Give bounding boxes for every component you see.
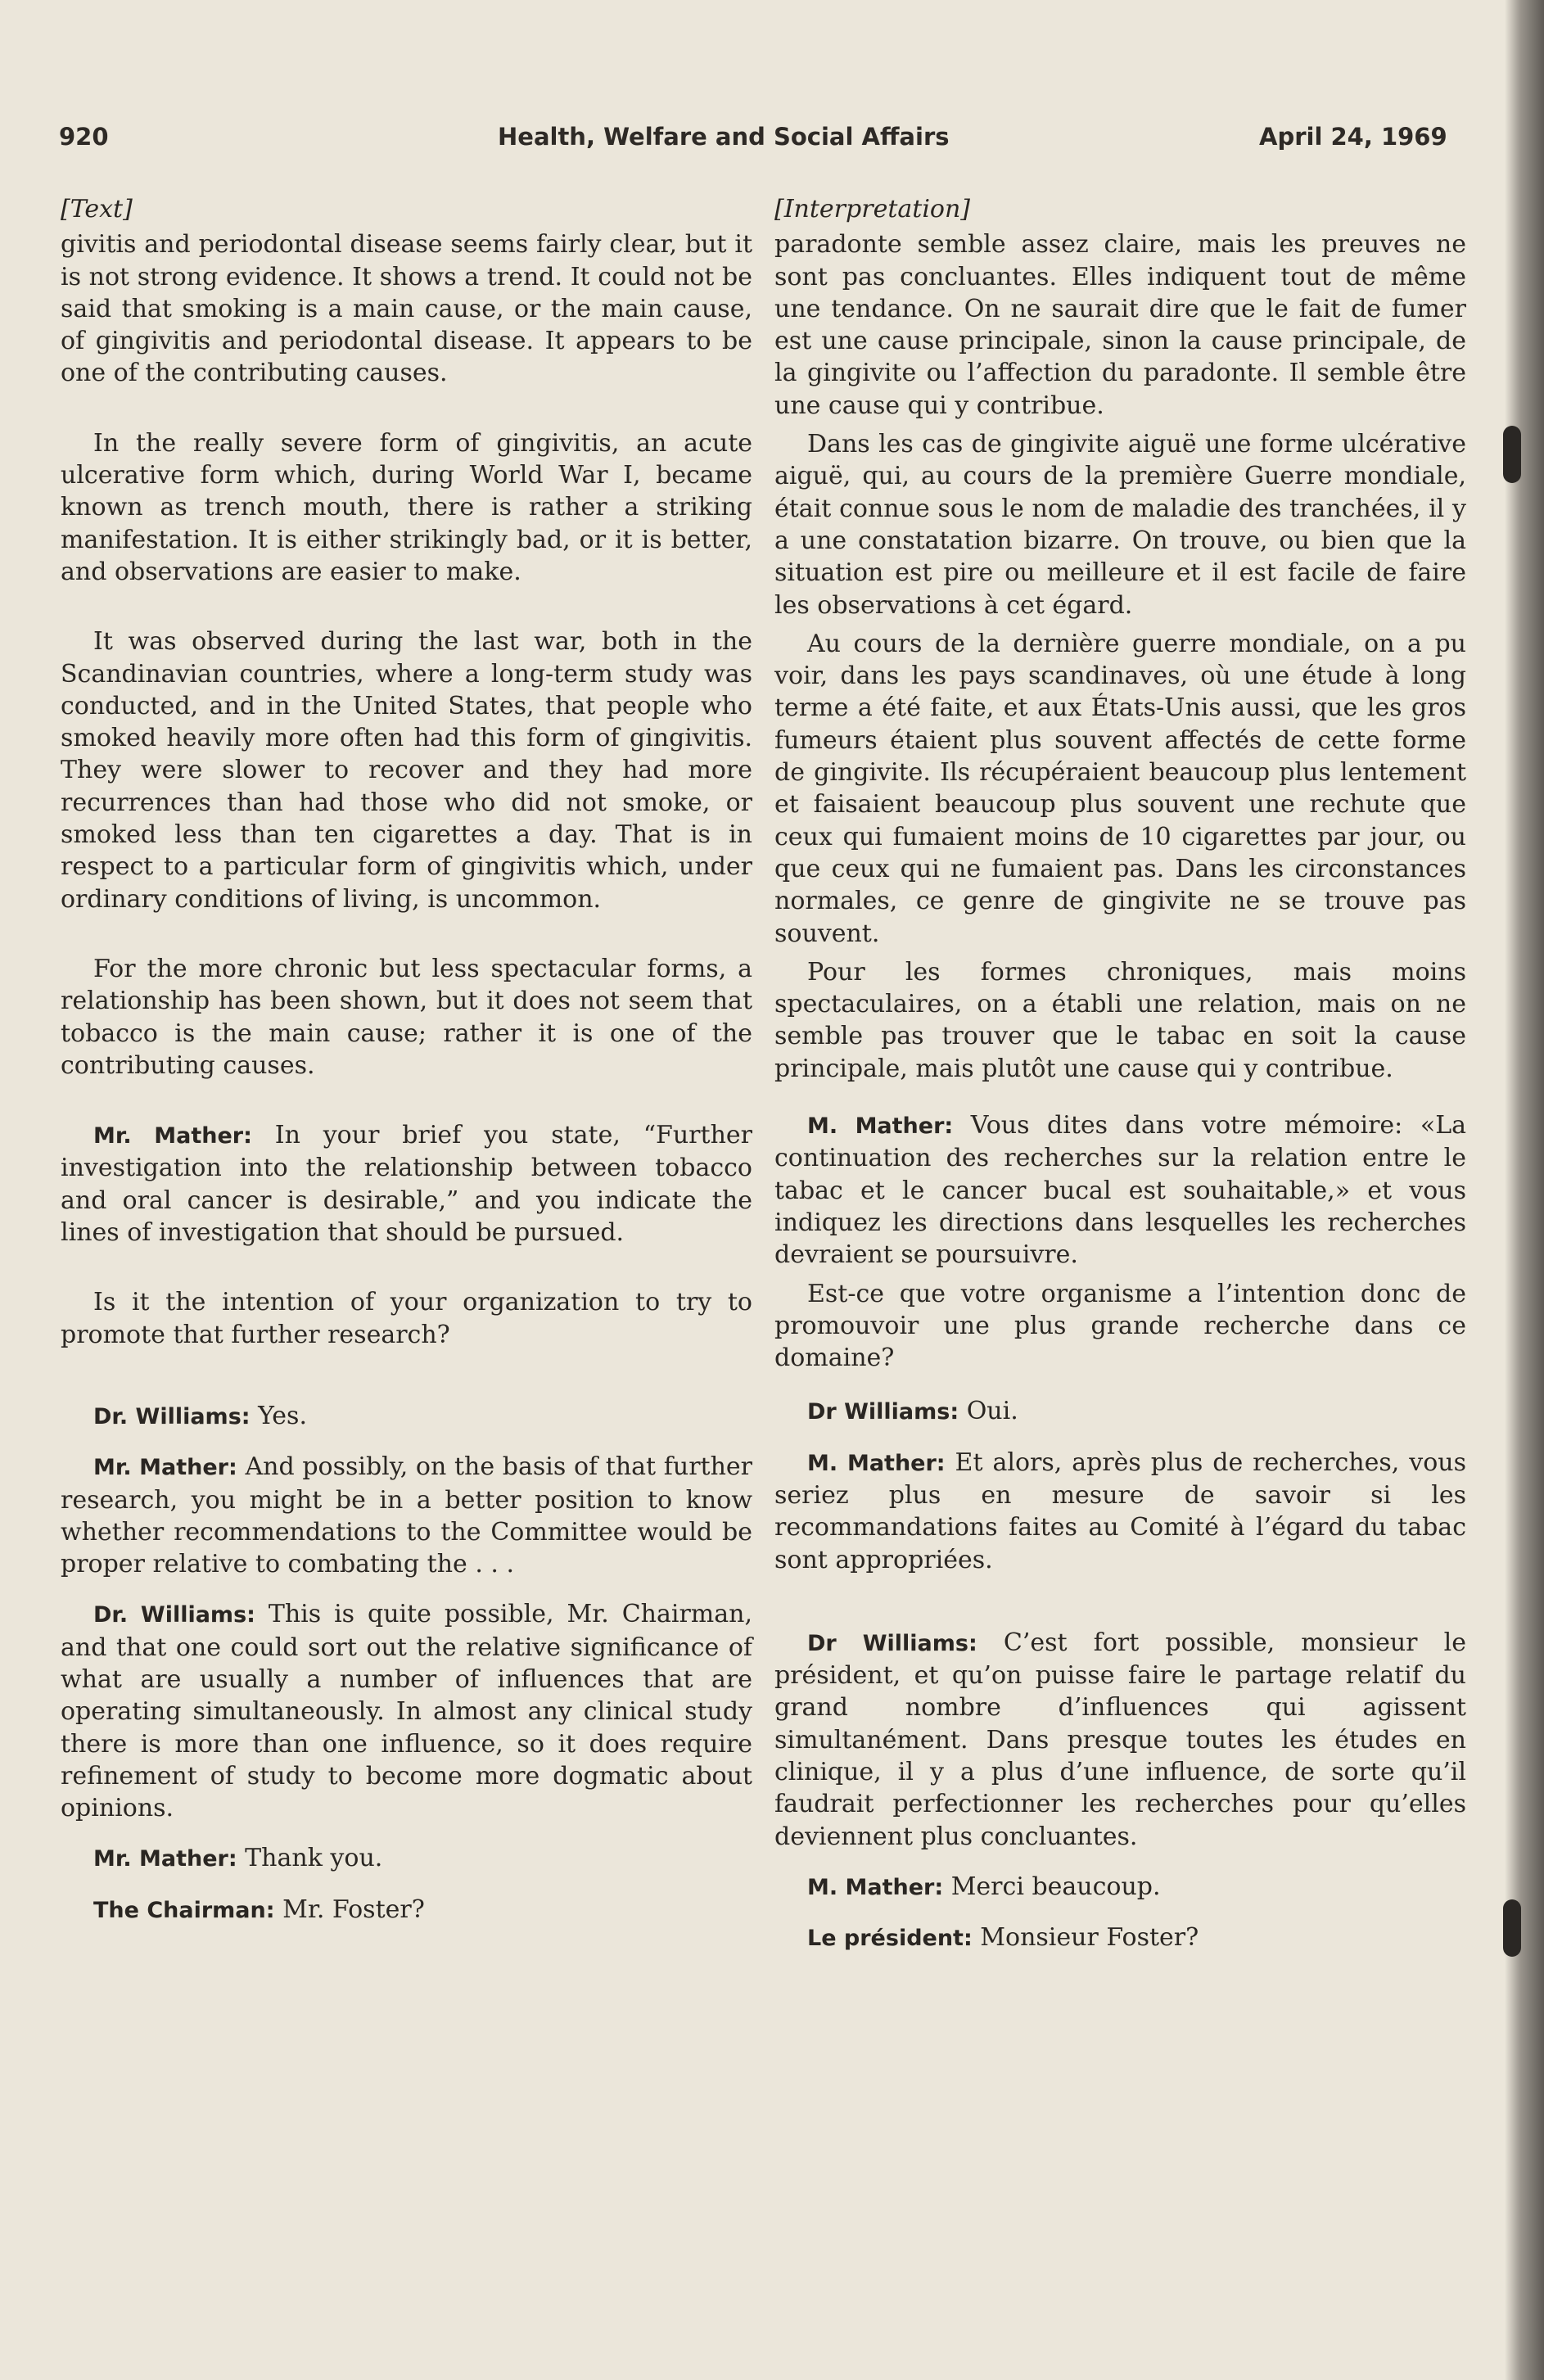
speech-text: Thank you. — [237, 1844, 383, 1873]
speech-paragraph — [61, 1842, 752, 1875]
speaker-name: Mr. Mather: — [93, 1455, 237, 1481]
page-number: 920 — [59, 123, 109, 151]
speech-text: Vous dites dans votre mémoire: «La continuation des recherches sur la relation entre le tabac et le cancer bucal est souhaitable,» et vous indiquez les directions dans lesquelles les recherches devraient se poursuivre. — [774, 1111, 1467, 1270]
speech-text: This is quite possible, Mr. Chairman, and that one could sort out the relative significance of what are usually a number of influences that are operating simultaneously. In almost any clinical study there is more than one influence, so it does require refinement of study to become more dogmatic about opinions. — [61, 1600, 752, 1823]
speech-paragraph — [61, 1598, 752, 1824]
speech-paragraph — [61, 1119, 752, 1249]
paragraph: givitis and periodontal disease seems fairly clear, but it is not strong evidence. It shows a trend. It could not be said that smoking is a main cause, or the main cause, of gingivitis and periodontal disease. It appears to be one of the contributing causes. — [61, 230, 752, 388]
paragraph: Pour les formes chroniques, mais moins spectaculaires, on a établi une relation, mais on ne semble pas trouver que le tabac en soit la cause principale, mais plutôt une cause qui y contribue. — [774, 957, 1466, 1083]
binder-ring-icon — [1503, 426, 1521, 483]
speaker-name: Mr. Mather: — [93, 1123, 252, 1149]
speech-text: And possibly, on the basis of that further research, you might be in a better position to know whether recommendations to the Committee would be proper relative to combating the . . . — [61, 1452, 753, 1579]
speaker-name: The Chairman: — [93, 1897, 275, 1923]
speaker-name: Dr Williams: — [807, 1630, 977, 1656]
french-column — [774, 193, 1466, 1955]
speech-paragraph — [61, 1400, 752, 1433]
binding-edge — [1505, 0, 1544, 2380]
speech-paragraph — [774, 1922, 1466, 1954]
speech-paragraph — [774, 1627, 1466, 1853]
paragraph: In the really severe form of gingivitis, an acute ulcerative form which, during World War I, became known as trench mouth, there is rather a striking manifestation. It is either strikingly bad, or it is better, and observations are easier to make. — [61, 428, 752, 586]
speaker-name: Dr. Williams: — [93, 1403, 251, 1429]
paragraph: It was observed during the last war, both in the Scandinavian countries, where a long-term study was conducted, and in the United States, that people who smoked heavily more often had this form of gingivitis. They were slower to recover and they had more recurrences than had those who did not smoke, or smoked less than ten cigarettes a day. That is in respect to a particular form of gingivitis which, under ordinary conditions of living, is uncommon. — [61, 627, 752, 914]
speaker-name: Mr. Mather: — [93, 1846, 237, 1872]
publication-title: Health, Welfare and Social Affairs — [498, 123, 950, 151]
speech-paragraph — [774, 1871, 1466, 1904]
speaker-name: M. Mather: — [807, 1874, 944, 1900]
paragraph: Dans les cas de gingivite aiguë une forme ulcérative aiguë, qui, au cours de la première Guerre mondiale, était connue sous le nom de maladie des tranchées, il y a une constatation bizarre. On trouve, ou bien que la situation est pire ou meilleure et il est facile de faire les observations à cet égard. — [774, 430, 1466, 620]
speech-paragraph — [774, 1109, 1466, 1271]
speech-paragraph — [61, 1451, 752, 1580]
paragraph: For the more chronic but less spectacular forms, a relationship has been shown, but it does not seem that tobacco is the main cause; rather it is one of the contributing causes. — [61, 954, 752, 1080]
column-heading: [Text] — [61, 195, 133, 224]
speech-text: C’est fort possible, monsieur le président, et qu’on puisse faire le partage relatif du grand nombre d’influences qui agissent simultanément. Dans presque toutes les études en clinique, il y a plus d’une influence, de sorte qu’il faudrait perfectionner les recherches pour qu’elles deviennent plus concluantes. — [774, 1628, 1466, 1851]
paragraph: Est-ce que votre organisme a l’intention donc de promouvoir une plus grande recherche dans ce domaine? — [774, 1279, 1466, 1373]
page-date: April 24, 1969 — [1259, 123, 1447, 151]
speaker-name: M. Mather: — [807, 1113, 954, 1140]
speech-text: Merci beaucoup. — [943, 1872, 1161, 1901]
speech-text: Oui. — [959, 1397, 1018, 1426]
paragraph: Is it the intention of your organization to try to promote that further research? — [61, 1288, 752, 1349]
speech-text: Monsieur Foster? — [972, 1923, 1199, 1953]
speech-text: Et alors, après plus de recherches, vous seriez plus en mesure de savoir si les recommandations faites au Comité à l’égard du tabac sont appropriées. — [774, 1447, 1466, 1574]
english-column — [61, 193, 752, 1926]
speaker-name: Le président: — [807, 1926, 973, 1952]
speech-paragraph — [774, 1447, 1466, 1576]
column-heading: [Interpretation] — [774, 195, 971, 224]
speech-paragraph — [61, 1894, 752, 1926]
speech-text: Mr. Foster? — [274, 1895, 425, 1924]
speaker-name: M. Mather: — [807, 1450, 946, 1476]
speech-text: In your brief you state, “Further investigation into the relationship between tobacco and oral cancer is desirable,” and you indicate the lines of investigation that should be pursued. — [61, 1121, 752, 1248]
paragraph: paradonte semble assez claire, mais les preuves ne sont pas concluantes. Elles indiquent tout de même une tendance. On ne saurait dire que le fait de fumer est une cause principale, sinon la cause principale, de la gingivite ou l’affection du paradonte. Il semble être une cause qui y contribue. — [774, 230, 1466, 420]
speech-paragraph — [774, 1395, 1466, 1428]
speech-text: Yes. — [250, 1401, 307, 1430]
paragraph: Au cours de la dernière guerre mondiale, on a pu voir, dans les pays scandinaves, où une étude à long terme a été faite, et aux États-Unis aussi, que les gros fumeurs étaient plus souvent affectés de cette forme de gingivite. Ils récupéraient beaucoup plus lentement et faisaient beaucoup plus souvent une rechute que ceux qui fumaient moins de 10 cigarettes par jour, ou que ceux qui ne fumaient pas. Dans les circonstances normales, ce genre de gingivite ne se trouve pas souvent. — [774, 629, 1466, 948]
page-header — [0, 123, 1490, 156]
speaker-name: Dr. Williams: — [93, 1602, 255, 1628]
speaker-name: Dr Williams: — [807, 1399, 959, 1425]
binder-ring-icon — [1503, 1899, 1521, 1957]
